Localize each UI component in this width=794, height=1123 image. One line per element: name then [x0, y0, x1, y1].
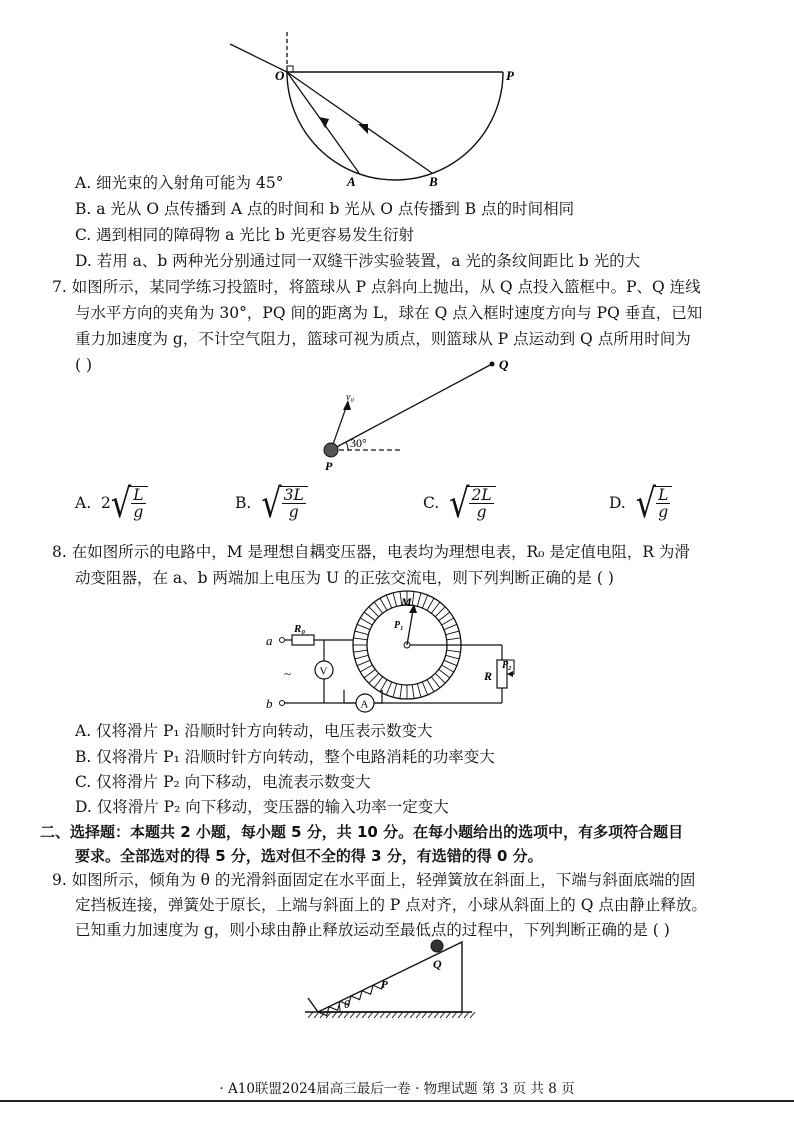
winding-line [446, 655, 460, 659]
winding-line [447, 638, 461, 640]
winding-line [417, 684, 421, 698]
hatch-line [452, 1012, 457, 1018]
q8-line-1: 8. 在如图所示的电路中，M 是理想自耦变压器，电表均为理想电表，R₀ 是定值电阻，R 为滑 [52, 543, 690, 561]
winding-line [435, 607, 445, 617]
winding-line [412, 591, 414, 605]
winding-line [380, 680, 387, 692]
label-A: A [347, 174, 356, 188]
q7-blank: ( ) [75, 356, 93, 374]
numerator: L [133, 486, 144, 504]
q7-line-2: 与水平方向的夹角为 30°，PQ 间的距离为 L，球在 Q 点入框时速度方向与 PQ 垂直，已知 [75, 304, 703, 322]
angle-arc [346, 442, 348, 450]
label-P: P [325, 459, 333, 473]
q8-option-a: A. 仅将滑片 P₁ 沿顺时针方向转动，电压表示数变大 [75, 722, 433, 740]
incline-figure [300, 936, 480, 1028]
winding-line [444, 624, 457, 629]
winding-line [422, 595, 427, 608]
hatch-line [410, 1012, 415, 1018]
label-R0: R₀ [294, 623, 306, 635]
hatch-line [398, 1012, 403, 1018]
stopper-plate [308, 998, 318, 1012]
hatch-line [386, 1012, 391, 1018]
label-P1: P₁ [394, 620, 404, 631]
option-letter: C. [423, 494, 440, 512]
option-letter: D. [609, 494, 626, 512]
denominator: g [476, 503, 487, 521]
hatch-line [308, 1012, 313, 1018]
winding-line [369, 607, 379, 617]
winding-line [435, 673, 445, 683]
arrow-on-OB [358, 124, 368, 134]
winding-line [444, 660, 457, 665]
winding-line [374, 602, 383, 613]
winding-line [446, 631, 460, 635]
terminal-b [280, 701, 285, 706]
winding-line [380, 598, 387, 610]
resistor-R0 [292, 635, 314, 645]
ground-hatch [308, 1012, 475, 1018]
label-O: O [275, 68, 285, 83]
bottom-rule [0, 1100, 794, 1102]
spring [318, 980, 384, 1016]
basketball-figure [300, 352, 530, 474]
label-tilde: ~ [284, 666, 292, 681]
hatch-line [422, 1012, 427, 1018]
winding-line [353, 650, 367, 652]
hatch-line [314, 1012, 319, 1018]
numerator: 3L [283, 486, 304, 504]
winding-line [422, 682, 427, 695]
hatch-line [356, 1012, 361, 1018]
q7-option-c [423, 479, 496, 527]
arrow-on-OA [319, 117, 329, 128]
ammeter-label: A [360, 698, 369, 711]
label-theta: θ [344, 997, 350, 1011]
hatch-line [458, 1012, 463, 1018]
denominator: g [658, 503, 669, 521]
sqrt-expression: √ $\frac{3L}{g}$ [261, 486, 308, 520]
hatch-line [434, 1012, 439, 1018]
winding-line [412, 685, 414, 699]
winding-line [364, 612, 375, 621]
winding-line [427, 680, 434, 692]
label-P2: P₂ [502, 660, 512, 671]
angle-arc [339, 1004, 340, 1012]
hatch-line [440, 1012, 445, 1018]
hatch-line [374, 1012, 379, 1018]
winding-line [442, 665, 454, 672]
hatch-line [380, 1012, 385, 1018]
q7-option-d [609, 479, 672, 527]
hatch-line [464, 1012, 469, 1018]
sqrt-expression: √ $\frac{2L}{g}$ [449, 486, 496, 520]
q7-line-1: 7. 如图所示，某同学练习投篮时，将篮球从 P 点斜向上抛出，从 Q 点投入篮框中。P、Q 连线 [52, 278, 701, 296]
label-a: a [266, 633, 273, 648]
right-angle-mark [287, 66, 293, 72]
winding-line [393, 684, 397, 698]
option-letter: A. [75, 494, 92, 512]
q9-line-1: 9. 如图所示，倾角为 θ 的光滑斜面固定在水平面上，轻弹簧放在斜面上，下端与斜面底端的固 [52, 871, 696, 889]
q8-option-c: C. 仅将滑片 P₂ 向下移动，电流表示数变大 [75, 773, 371, 791]
winding-line [357, 624, 370, 629]
winding-line [431, 602, 440, 613]
winding-line [447, 650, 461, 652]
denominator: g [133, 503, 144, 521]
numerator: L [658, 486, 669, 504]
winding-line [369, 673, 379, 683]
hatch-line [392, 1012, 397, 1018]
winding-line [439, 612, 450, 621]
option-coef: 2 [100, 494, 111, 512]
winding-line [360, 618, 372, 625]
voltmeter-label: V [319, 665, 328, 678]
winding-line [355, 631, 369, 635]
label-P: P [506, 68, 514, 83]
hatch-line [416, 1012, 421, 1018]
winding-line [417, 593, 421, 607]
label-B: B [429, 174, 438, 188]
label-Q: Q [433, 957, 442, 971]
sqrt-expression: √ $\frac{L}{g}$ [111, 486, 148, 520]
q7-option-b [235, 479, 308, 527]
label-R: R [484, 669, 493, 683]
q9-line-3: 已知重力加速度为 g，则小球由静止释放运动至最低点的过程中，下列判断正确的是 ( ) [75, 921, 670, 939]
hatch-line [470, 1012, 475, 1018]
label-v0: v₀ [346, 392, 354, 403]
label-Q: Q [499, 357, 509, 372]
winding-line [357, 660, 370, 665]
winding-line [442, 618, 454, 625]
q7-options [75, 479, 715, 536]
page-footer: · A10联盟2024届高三最后一卷 · 物理试题 第 3 页 共 8 页 [219, 1081, 575, 1097]
slider-P1 [407, 610, 413, 645]
semicircle-optics-figure [225, 28, 525, 188]
denominator: g [288, 503, 299, 521]
option-letter: B. [235, 494, 252, 512]
hatch-line [344, 1012, 349, 1018]
q6-option-c: C. 遇到相同的障碍物 a 光比 b 光更容易发生衍射 [75, 226, 415, 244]
q6-option-a: A. 细光束的入射角可能为 45° [75, 174, 284, 192]
label-angle: 30° [350, 436, 367, 450]
hatch-line [338, 1012, 343, 1018]
hatch-line [332, 1012, 337, 1018]
winding-line [353, 638, 367, 640]
q6-option-d: D. 若用 a、b 两种光分别通过同一双缝干涉实验装置，a 光的条纹间距比 b 光的大 [75, 252, 641, 270]
ball [431, 940, 443, 952]
winding-line [386, 595, 391, 608]
winding-line [374, 677, 383, 688]
hatch-line [368, 1012, 373, 1018]
q7-line-3: 重力加速度为 g，不计空气阻力，篮球可视为质点，则篮球从 P 点运动到 Q 点所用时间为 [75, 330, 691, 348]
semicircle-arc [287, 72, 503, 180]
hatch-line [404, 1012, 409, 1018]
q8-line-2: 动变阻器，在 a、b 两端加上电压为 U 的正弦交流电，则下列判断正确的是 ( ) [75, 569, 614, 587]
label-M: M [401, 595, 412, 609]
label-b: b [266, 696, 273, 711]
winding-line [393, 593, 397, 607]
winding-line [427, 598, 434, 610]
section-2-heading: 二、选择题：本题共 2 小题，每小题 5 分，共 10 分。在每小题给出的选项中，有多项符合题目 [40, 823, 684, 841]
winding-line [355, 655, 369, 659]
label-P: P [381, 979, 388, 991]
transformer-circuit-figure [262, 590, 532, 722]
hatch-line [446, 1012, 451, 1018]
winding-line [439, 669, 450, 678]
basketball [324, 443, 338, 457]
hatch-line [428, 1012, 433, 1018]
hatch-line [362, 1012, 367, 1018]
terminal-a [280, 638, 285, 643]
section-2-heading-cont: 要求。全部选对的得 5 分，选对但不全的得 3 分，有选错的得 0 分。 [75, 847, 543, 865]
q9-line-2: 定挡板连接，弹簧处于原长，上端与斜面上的 P 点对齐，小球从斜面上的 Q 点由静止释放。 [75, 896, 707, 914]
q8-option-b: B. 仅将滑片 P₁ 沿顺时针方向转动，整个电路消耗的功率变大 [75, 748, 495, 766]
winding-line [364, 669, 375, 678]
q7-option-a [75, 479, 148, 527]
q6-option-b: B. a 光从 O 点传播到 A 点的时间和 b 光从 O 点传播到 B 点的时间相同 [75, 200, 575, 218]
ray-OB [287, 72, 432, 173]
sqrt-expression: √ $\frac{L}{g}$ [636, 486, 673, 520]
winding-line [400, 685, 402, 699]
slider-P2-arrow [507, 671, 513, 677]
hatch-line [350, 1012, 355, 1018]
q8-option-d: D. 仅将滑片 P₂ 向下移动，变压器的输入功率一定变大 [75, 798, 449, 816]
winding-line [431, 677, 440, 688]
point-Q [490, 362, 495, 367]
winding-line [386, 682, 391, 695]
winding-line [360, 665, 372, 672]
numerator: 2L [471, 486, 492, 504]
